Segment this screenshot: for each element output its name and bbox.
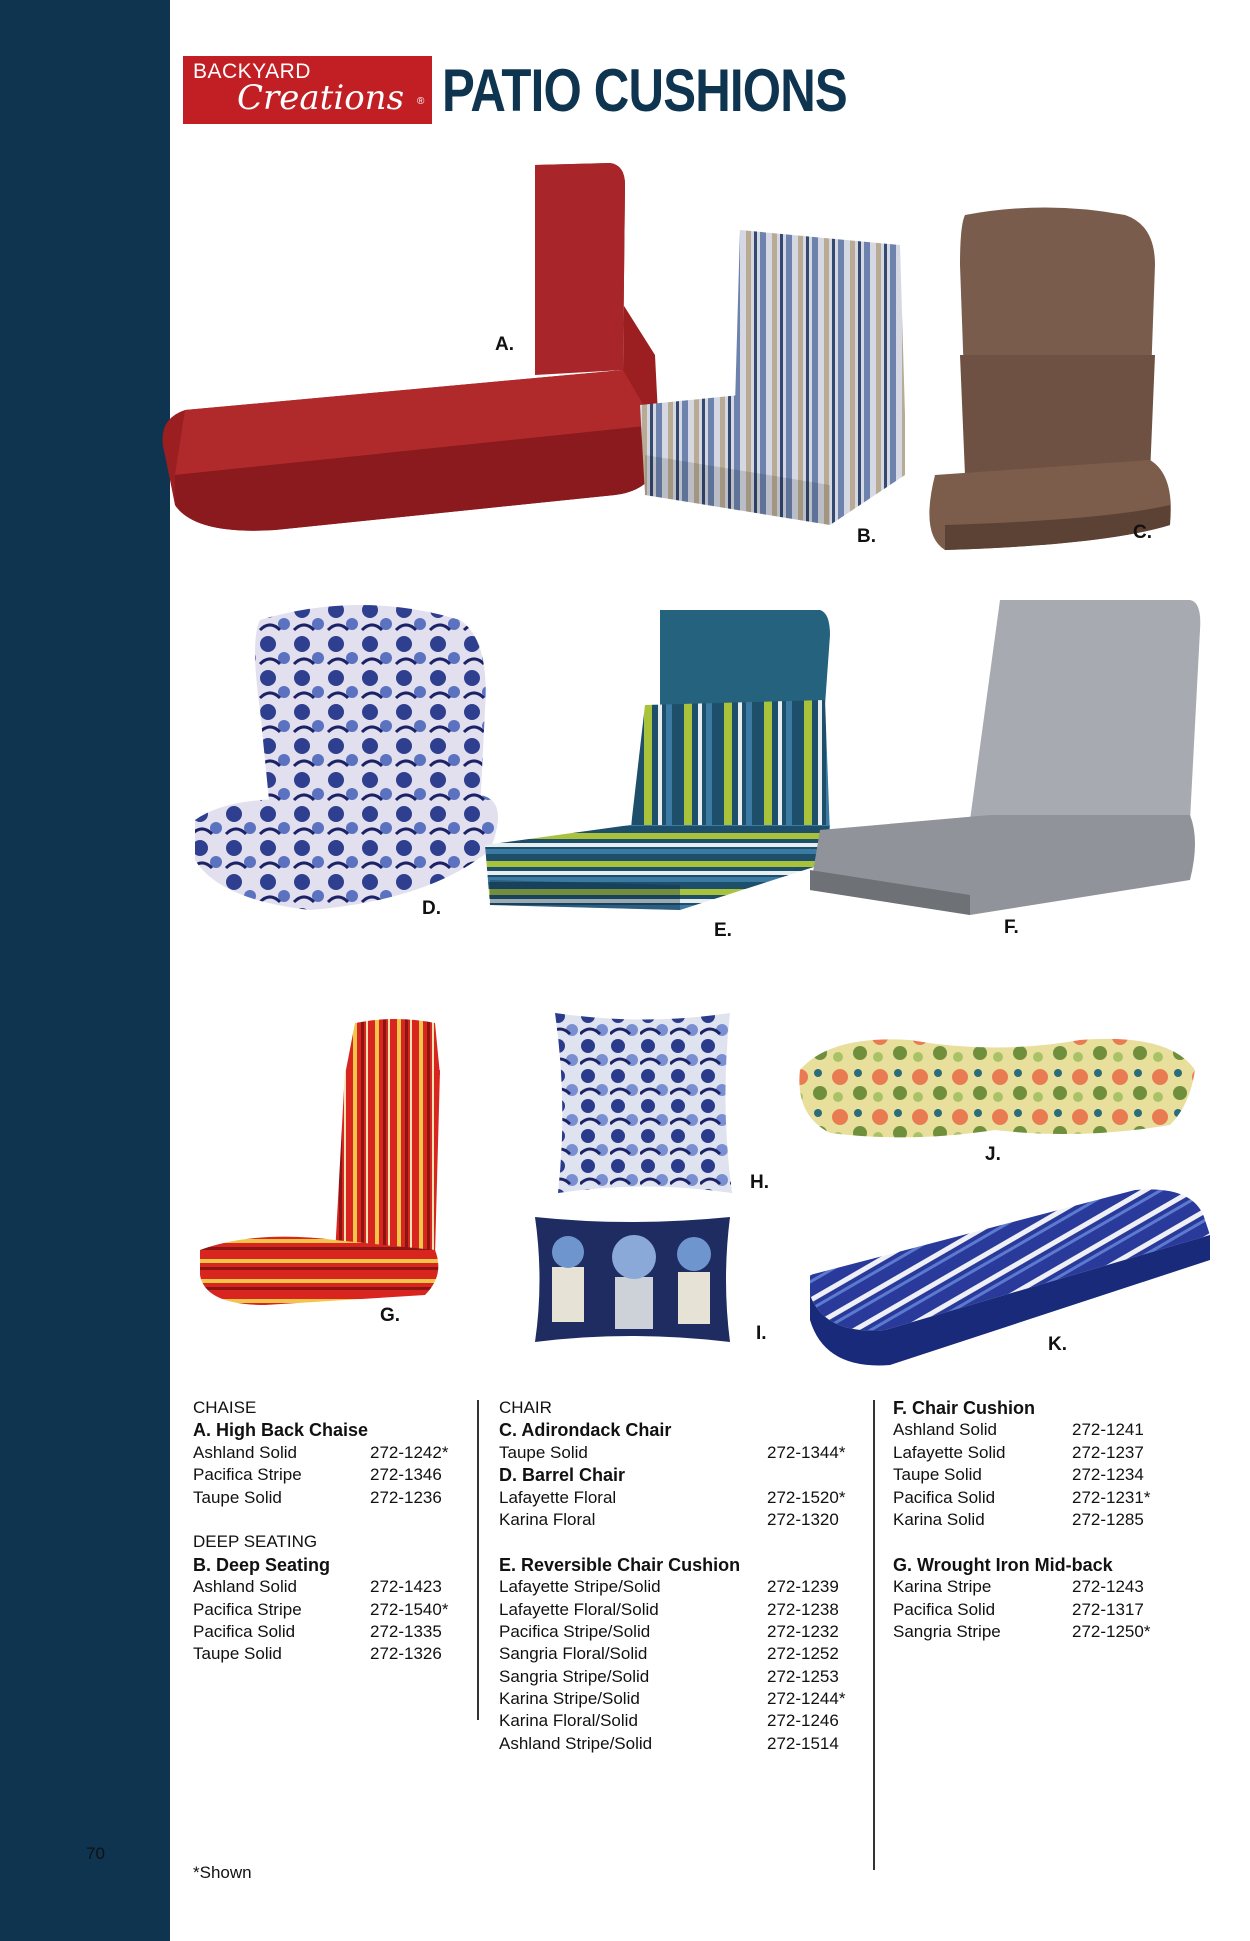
column-divider: [873, 1400, 875, 1870]
product-label-i: I.: [756, 1323, 767, 1344]
list-item: Ashland Solid 272-1241: [893, 1420, 1144, 1440]
product-label-j: J.: [985, 1144, 1001, 1165]
page-number: 70: [86, 1844, 105, 1863]
product-label-g: G.: [380, 1305, 401, 1326]
list-item: Karina Floral/Solid 272-1246: [499, 1711, 839, 1731]
list-item: Taupe Solid 272-1236: [193, 1487, 442, 1507]
category-label: DEEP SEATING: [193, 1532, 318, 1552]
brand-mark: ®: [417, 96, 425, 107]
list-item: Ashland Solid 272-1242*: [193, 1442, 449, 1462]
list-item: Lafayette Floral 272-1520*: [499, 1487, 846, 1507]
product-heading: F. Chair Cushion: [893, 1398, 1036, 1418]
column-divider: [477, 1400, 479, 1720]
product-heading: D. Barrel Chair: [499, 1465, 626, 1486]
list-item: Pacifica Stripe 272-1540*: [193, 1599, 449, 1619]
list-item: Taupe Solid 272-1326: [193, 1644, 442, 1664]
list-item: Pacifica Solid 272-1335: [193, 1621, 442, 1641]
price-column-2: [499, 1397, 869, 1755]
product-label-e: E.: [714, 920, 732, 941]
product-heading: A. High Back Chaise: [193, 1420, 369, 1441]
list-item: Lafayette Stripe/Solid 272-1239: [499, 1577, 839, 1597]
list-item: Ashland Solid 272-1423: [193, 1577, 442, 1597]
product-label-h: H.: [750, 1172, 769, 1193]
list-item: Taupe Solid 272-1344*: [499, 1442, 846, 1462]
list-item: Pacifica Solid 272-1231*: [893, 1487, 1151, 1507]
list-item: Lafayette Floral/Solid 272-1238: [499, 1599, 839, 1619]
product-label-d: D.: [422, 898, 441, 919]
product-label-c: C.: [1133, 522, 1152, 543]
product-label-a: A.: [495, 334, 514, 355]
product-label-k: K.: [1048, 1334, 1067, 1355]
product-image-h: [550, 1008, 740, 1198]
price-column-3: [893, 1397, 1193, 1643]
product-heading: G. Wrought Iron Mid-back: [893, 1554, 1113, 1575]
footnote: *Shown: [193, 1863, 252, 1882]
sidebar-band: [0, 0, 170, 1941]
list-item: Karina Stripe 272-1243: [893, 1577, 1144, 1597]
brand-logo: [183, 56, 432, 124]
list-item: Sangria Stripe 272-1250*: [893, 1621, 1151, 1641]
product-image-i: [530, 1212, 735, 1347]
product-image-f: [790, 590, 1210, 925]
list-item: Sangria Stripe/Solid 272-1253: [499, 1666, 839, 1686]
product-image-b: [630, 225, 910, 545]
product-heading: C. Adirondack Chair: [499, 1420, 672, 1441]
product-heading: E. Reversible Chair Cushion: [499, 1554, 741, 1575]
list-item: Karina Floral 272-1320: [499, 1509, 839, 1529]
product-image-c: [905, 205, 1185, 555]
brand-line2: Creations: [237, 78, 405, 118]
brand-line1: BACKYARD: [193, 60, 311, 83]
list-item: Lafayette Solid 272-1237: [893, 1442, 1144, 1462]
product-image-k: [805, 1185, 1210, 1375]
product-image-g: [195, 1015, 495, 1315]
page-title: PATIO CUSHIONS: [442, 57, 847, 124]
list-item: Karina Stripe/Solid 272-1244*: [499, 1689, 846, 1709]
category-label: CHAIR: [499, 1398, 552, 1417]
list-item: Pacifica Solid 272-1317: [893, 1599, 1144, 1619]
price-column-1: [193, 1397, 473, 1666]
product-image-j: [790, 1025, 1200, 1145]
list-item: Karina Solid 272-1285: [893, 1509, 1144, 1529]
product-heading: B. Deep Seating: [193, 1554, 331, 1575]
product-label-f: F.: [1004, 917, 1019, 938]
product-label-b: B.: [857, 526, 876, 547]
list-item: Sangria Floral/Solid 272-1252: [499, 1644, 839, 1664]
category-label: CHAISE: [193, 1398, 257, 1417]
list-item: Pacifica Stripe 272-1346: [193, 1465, 442, 1485]
list-item: Pacifica Stripe/Solid 272-1232: [499, 1621, 839, 1641]
list-item: Taupe Solid 272-1234: [893, 1465, 1144, 1485]
list-item: Ashland Stripe/Solid 272-1514: [499, 1733, 839, 1753]
